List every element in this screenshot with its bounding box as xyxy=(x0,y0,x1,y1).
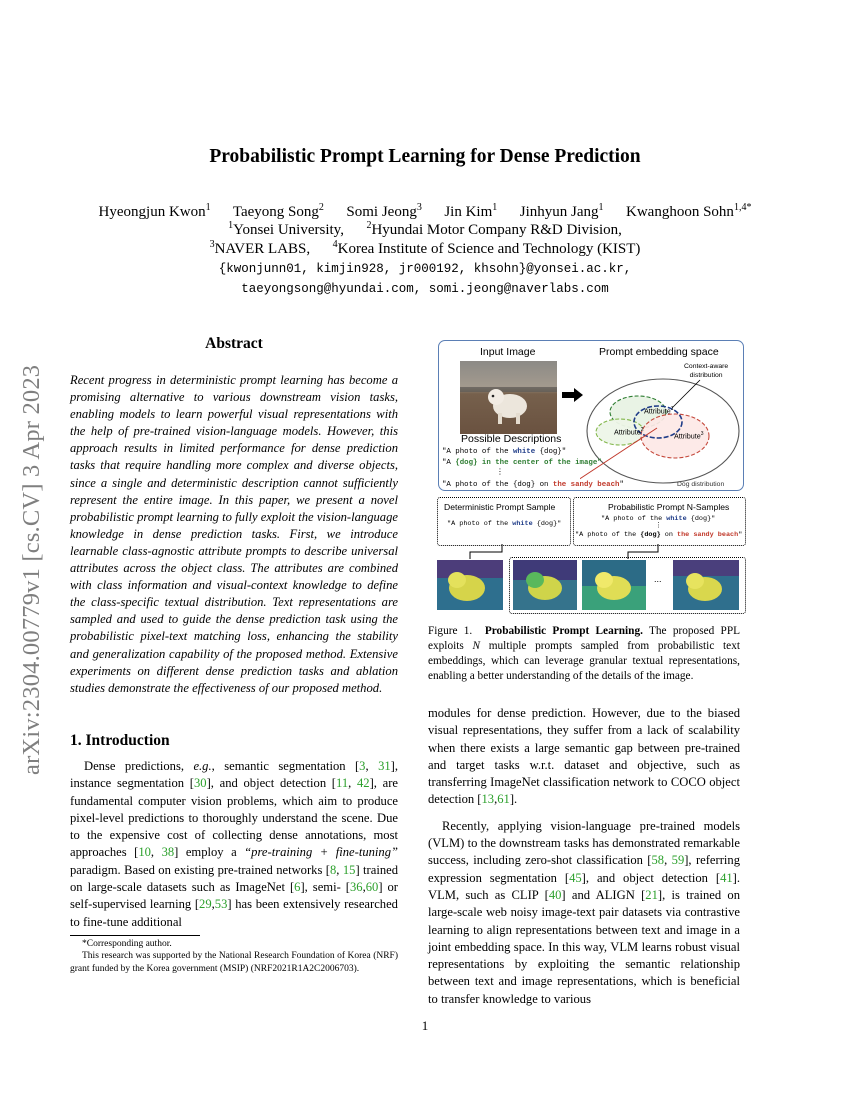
probabilistic-title: Probabilistic Prompt N-Samples xyxy=(608,502,730,512)
text-run: {dog}" xyxy=(535,448,567,456)
dog-distribution-label: Dog distribution xyxy=(677,481,725,488)
text-run: the sandy beach xyxy=(552,481,620,489)
text-run: ] or self-supervised learning [ xyxy=(70,880,398,912)
caption-label: Figure 1. xyxy=(428,625,473,637)
aff-sup: 2 xyxy=(366,220,372,231)
citation-link[interactable]: 59 xyxy=(671,853,685,868)
affiliation-hyundai: Hyundai Motor Company R&D Division, xyxy=(371,222,622,238)
text-run: Dense predictions, xyxy=(84,759,194,773)
aff-sup: 1 xyxy=(228,220,234,231)
paragraph xyxy=(428,818,740,1008)
possible-descriptions-label: Possible Descriptions xyxy=(461,433,562,445)
citation-link[interactable]: 29 xyxy=(199,897,212,912)
citation-link[interactable]: 31 xyxy=(378,759,391,773)
text-run: , xyxy=(150,845,155,860)
footnotes xyxy=(70,938,398,975)
citation-link[interactable]: 58 xyxy=(651,853,665,868)
citation-link[interactable]: 10 xyxy=(138,845,151,860)
text-run: white xyxy=(512,520,533,528)
text-run: "A photo of the xyxy=(575,531,641,539)
context-aware-label xyxy=(684,362,728,380)
author-sup: 1 xyxy=(492,202,498,213)
footnote-funding: This research was supported by the National Research Foundation of Korea (NRF) grant funded by the Korea government (MSIP) (NRF2021R1A2C2006703). xyxy=(70,951,398,974)
text-run: {dog} xyxy=(640,531,661,539)
text-run: on xyxy=(535,481,553,489)
text-run: "A photo of the xyxy=(442,448,513,456)
citation-link[interactable]: 36 xyxy=(349,880,363,895)
text-run: Attribute xyxy=(674,431,701,441)
email-line-2: taeyongsong@hyundai.com, somi.jeong@naverlabs.com xyxy=(241,282,609,296)
author-name: Taeyong Song xyxy=(232,204,319,220)
affiliation-line-2 xyxy=(0,239,850,258)
text-run: paradigm. Based on existing pre-trained networks [ xyxy=(70,862,330,877)
author-name: Somi Jeong xyxy=(346,204,417,220)
text-run: ] and ALIGN [ xyxy=(561,887,646,902)
text-run: ], semi- [ xyxy=(300,880,350,895)
text-run: "A photo of the xyxy=(601,515,667,523)
text-run: the sandy beach xyxy=(677,531,739,539)
probabilistic-prompt-2 xyxy=(575,531,742,539)
probabilistic-result-map-1 xyxy=(513,560,577,610)
paragraph xyxy=(428,705,740,809)
citation-link[interactable]: 11 xyxy=(336,776,349,791)
author-list xyxy=(0,202,850,221)
citation-link[interactable]: 45 xyxy=(569,870,582,885)
text-run: on xyxy=(660,531,677,539)
author-name: Kwanghoon Sohn xyxy=(626,204,734,220)
description-3 xyxy=(442,481,624,489)
text-run: ], and object detection [ xyxy=(206,776,336,791)
citation-link[interactable]: 13 xyxy=(481,792,495,807)
author-sup: 2 xyxy=(318,202,324,213)
author-name: Hyeongjun Kwon xyxy=(98,204,206,220)
text-run: ]. VLM, such as CLIP [ xyxy=(428,870,740,902)
text-run: , xyxy=(664,853,668,868)
text-run: , xyxy=(494,792,498,807)
text-run: , xyxy=(336,862,340,877)
text-run: 3 xyxy=(700,431,704,437)
text-run: 2 xyxy=(640,427,644,433)
citation-link[interactable]: 40 xyxy=(548,887,562,902)
citation-link[interactable]: 60 xyxy=(365,880,379,895)
input-dog-photo xyxy=(460,361,557,434)
text-run: {dog}" xyxy=(686,515,716,523)
text-run: , xyxy=(211,897,215,912)
text-run: , semantic segmentation [ xyxy=(211,759,360,773)
author-name: Jin Kim xyxy=(444,204,493,220)
author-sup: 1 xyxy=(205,202,211,213)
prompt-space-label: Prompt embedding space xyxy=(599,346,719,358)
citation-link[interactable]: 15 xyxy=(342,862,356,877)
attribute-3-label xyxy=(674,431,704,440)
text-run: in the center of the image" xyxy=(477,459,602,467)
text-run: ] has been extensively researched to fine-tune additional xyxy=(70,897,398,929)
input-image-label: Input Image xyxy=(480,346,536,358)
ellipsis: ... xyxy=(654,574,662,584)
citation-link[interactable]: 6 xyxy=(294,880,301,895)
affiliation-kist: Korea Institute of Science and Technology (KIST) xyxy=(337,241,641,257)
text-run: "A xyxy=(442,459,456,467)
vertical-ellipsis: ⋮ xyxy=(496,467,504,476)
text-run: distribution xyxy=(689,372,723,379)
text-run: white xyxy=(666,515,687,523)
figure-1 xyxy=(430,340,744,612)
abstract-text: Recent progress in deterministic prompt learning has become a promising alternative to various downstream vision tasks, enabling models to learn powerful visual representations with the help of pre-trained vision-language models. However, this approach results in limited performance for dense prediction tasks that require handling more complex and diverse objects, since a single and deterministic description cannot sufficiently represent the entire image. In this paper, we present a novel probabilistic prompt learning to fully exploit the vision-language knowledge in dense prediction tasks. First, we introduce learnable class-agnostic attribute prompts to describe universal attributes across the object class. The attributes are combined with class information and visual-context knowledge to define the class-specific textual distribution. Text representations are sampled and used to guide the dense prediction task using the probabilistic pixel-text matching loss, enhancing the stability and generalization capability of the proposed method. Extensive experiments on different dense prediction tasks and ablation studies demonstrate the effectiveness of our proposed method. xyxy=(70,373,398,695)
text-run: {dog} xyxy=(455,459,478,467)
author-sup: 1,4* xyxy=(733,202,752,213)
footnote-rule xyxy=(70,935,200,936)
caption-title: Probabilistic Prompt Learning. xyxy=(484,625,643,637)
text-run: “pre-training + fine-tuning” xyxy=(244,845,399,860)
attribute-1-label xyxy=(644,406,674,415)
text-run: modules for dense prediction. However, due to the biased visual representations, they suffer from a lack of scalability when there exists a large semantic gap between pre-trained and target tasks w.r.t. dataset and objective, such as transferring ImageNet classification network to COCO object detection [ xyxy=(428,706,740,807)
text-run: Attribute xyxy=(644,406,671,416)
author-sup: 1 xyxy=(598,202,604,213)
figure-caption xyxy=(428,624,740,684)
text-run: ]. xyxy=(509,792,518,807)
text-run: ], referring expression segmentation [ xyxy=(428,853,741,885)
citation-link[interactable]: 41 xyxy=(720,870,733,885)
text-run: {dog}" xyxy=(532,520,562,528)
intro-paragraph xyxy=(70,758,398,931)
text-run: N xyxy=(472,640,481,653)
page-number: 1 xyxy=(421,1018,429,1033)
aff-sup: 4 xyxy=(332,239,338,250)
author-sup: 3 xyxy=(416,202,422,213)
text-run: ] trained on large-scale datasets such as ImageNet [ xyxy=(70,862,398,895)
text-run: ], is trained on large-scale web noisy image-text pair datasets via contrastive learning to align representations between text and image in a joint embedding space. In this way, VLM learns robust visual representations by exploiting the semantic relationship between text and image representations, which is beneficial to transfer knowledge to various xyxy=(428,887,741,1006)
text-run: , xyxy=(365,759,369,773)
attribute-2-label xyxy=(614,427,644,436)
text-run: ], instance segmentation [ xyxy=(70,759,398,791)
text-run: ], and object detection [ xyxy=(581,870,721,885)
aff-sup: 3 xyxy=(209,239,215,250)
text-run: "A photo of the xyxy=(442,481,513,489)
affiliation-yonsei: Yonsei University, xyxy=(233,222,344,238)
probabilistic-result-map-2 xyxy=(582,560,646,610)
citation-link[interactable]: 3 xyxy=(359,759,366,773)
text-run: multiple prompts sampled from probabilistic text embeddings, which can leverage granular textual representations, enabling a better understanding of the details of the image. xyxy=(428,640,740,683)
text-run: e.g. xyxy=(193,759,212,773)
deterministic-prompt xyxy=(447,520,561,528)
citation-link[interactable]: 21 xyxy=(645,887,658,902)
vertical-ellipsis: ⋮ xyxy=(655,522,662,529)
paper-title: Probabilistic Prompt Learning for Dense Prediction xyxy=(209,146,641,167)
description-1 xyxy=(442,448,566,456)
text-run: " xyxy=(619,481,624,489)
arxiv-stamp: arXiv:2304.00779v1 [cs.CV] 3 Apr 2023 xyxy=(18,364,45,775)
affiliation-line-1 xyxy=(0,220,850,239)
citation-link[interactable]: 8 xyxy=(329,862,337,877)
abstract-heading: Abstract xyxy=(205,335,263,352)
text-run: Recently, applying vision-language pre-trained models (VLM) to the downstream tasks has demonstrated remarkable success, including zero-shot classification [ xyxy=(428,818,740,868)
text-run: The proposed PPL exploits xyxy=(428,625,741,653)
text-run: {dog} xyxy=(512,481,536,489)
right-column-text xyxy=(428,705,740,1008)
description-2 xyxy=(442,459,602,467)
probabilistic-result-map-n xyxy=(673,560,739,610)
deterministic-result-map xyxy=(437,560,503,610)
affiliation-naver: NAVER LABS, xyxy=(214,241,311,257)
text-run: Attribute xyxy=(614,427,641,437)
text-run: Context-aware xyxy=(684,363,729,370)
text-run: " xyxy=(738,531,743,539)
citation-link[interactable]: 38 xyxy=(161,845,175,860)
text-run: ] employ a xyxy=(174,845,245,860)
citation-link[interactable]: 53 xyxy=(214,897,228,912)
text-run: , xyxy=(348,776,352,791)
citation-link[interactable]: 61 xyxy=(497,792,510,807)
text-run: , xyxy=(362,880,366,895)
citation-link[interactable]: 30 xyxy=(194,776,207,791)
text-run: 1 xyxy=(670,406,674,412)
citation-link[interactable]: 42 xyxy=(357,776,370,791)
email-line-1: {kwonjunn01, kimjin928, jr000192, khsohn}@yonsei.ac.kr, xyxy=(218,262,632,276)
footnote-corresponding: *Corresponding author. xyxy=(82,939,172,949)
text-run: "A photo of the xyxy=(447,520,513,528)
text-run: ], are fundamental computer vision problems, which aim to produce pixel-level predictions to thoroughly understand the scene. Due to the expensive cost of collecting dense annotations, most approaches [ xyxy=(70,776,398,860)
author-name: Jinhyun Jang xyxy=(519,204,599,220)
intro-heading: 1. Introduction xyxy=(70,732,170,749)
deterministic-title: Deterministic Prompt Sample xyxy=(444,502,556,512)
text-run: white xyxy=(512,448,536,456)
